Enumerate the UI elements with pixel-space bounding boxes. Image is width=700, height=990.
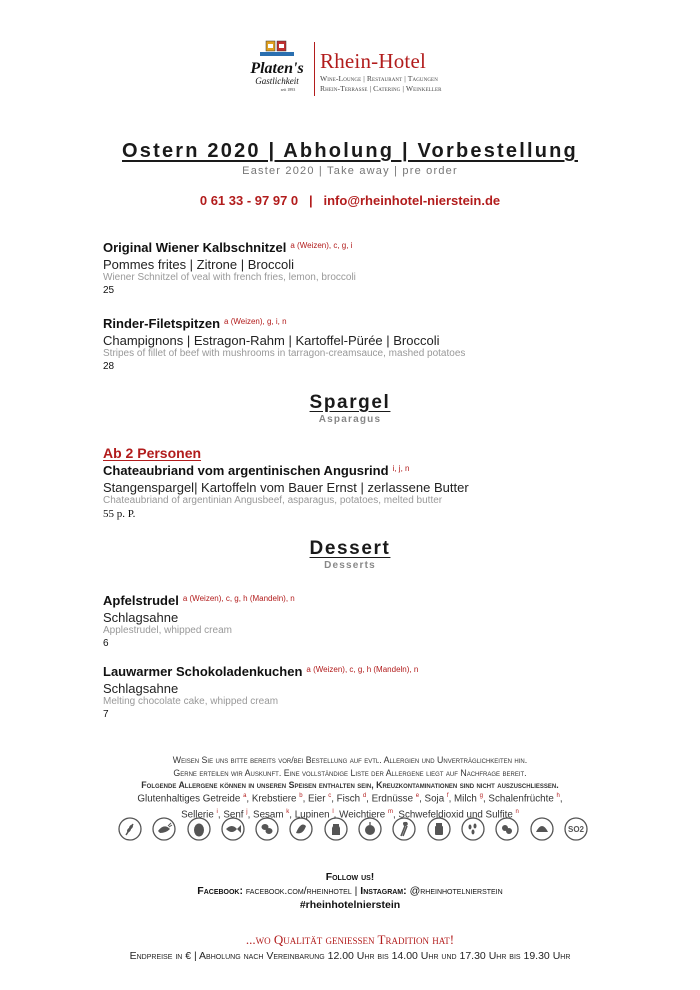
hashtag: #rheinhotelnierstein xyxy=(299,899,401,911)
svg-text:seit 1893: seit 1893 xyxy=(280,87,296,92)
follow-title: Follow us! xyxy=(325,871,375,883)
item-name: Rinder-Filetspitzen xyxy=(103,316,221,331)
allergy-notice xyxy=(0,754,700,792)
item-sides: Schlagsahne xyxy=(103,681,179,696)
mollusc-icon xyxy=(530,817,554,841)
item-sides: Champignons | Estragon-Rahm | Kartoffel-Pürée | Broccoli xyxy=(103,333,440,348)
svg-text:Platen's: Platen's xyxy=(250,60,304,77)
lupin-icon xyxy=(495,817,519,841)
item-name-row xyxy=(103,463,663,478)
section-title: Spargel xyxy=(309,392,391,413)
allergen-list-line-2: Sellerie $^i$, Senf $^j$, Sesam $^k$, Lupinen $^l$, Weichtiere $^m$, Schwefeldioxid und Sulfite $^n$ xyxy=(181,808,519,821)
peanut-icon xyxy=(255,817,279,841)
phone-number[interactable]: 0 61 33 - 97 97 0 xyxy=(199,193,299,208)
hotel-name: Rhein-Hotel xyxy=(320,49,427,73)
item-allergens: i, j, n xyxy=(392,464,410,473)
item-description: Chateaubriand of argentinian Angusbeef, asparagus, potatoes, melted butter xyxy=(103,495,443,506)
contact-line xyxy=(0,193,700,208)
item-name: Lauwarmer Schokoladenkuchen xyxy=(103,664,303,679)
allergy-line-1: Weisen Sie uns bitte bereits vor/bei Bestellung auf evtl. Allergien und Unverträglichkeiten hin. xyxy=(172,755,528,765)
allergy-line-3: Folgende Allergene können in unseren Speisen enthalten sein, Kreuzkontaminationen sind nicht auszuschließen. xyxy=(141,780,559,791)
section-title: Dessert xyxy=(309,538,391,559)
item-sides: Pommes frites | Zitrone | Broccoli xyxy=(103,257,294,272)
allergen-icons xyxy=(118,817,588,847)
header-logo xyxy=(246,40,466,100)
page-title: Ostern 2020 | Abholung | Vorbestellung xyxy=(122,140,578,162)
milk-icon xyxy=(324,817,348,841)
item-allergens: a (Weizen), c, g, h (Mandeln), n xyxy=(306,665,419,674)
egg-icon xyxy=(187,817,211,841)
item-name-row xyxy=(103,240,663,255)
item-sides: Schlagsahne xyxy=(103,610,179,625)
page-subtitle: Easter 2020 | Take away | pre order xyxy=(242,165,458,177)
svg-text:SO2: SO2 xyxy=(567,825,584,834)
item-description: Applestrudel, whipped cream xyxy=(103,625,232,636)
crustacean-icon xyxy=(152,817,176,841)
item-allergens: a (Weizen), c, g, i xyxy=(290,241,353,250)
hotel-services-1: Wine-Lounge | Restaurant | Tagungen xyxy=(320,74,438,83)
item-name: Original Wiener Kalbschnitzel xyxy=(103,240,287,255)
menu-item xyxy=(103,240,663,296)
item-name-row xyxy=(103,664,663,679)
gluten-icon xyxy=(118,817,142,841)
facebook-link[interactable]: facebook.com/rheinhotel xyxy=(245,885,352,897)
item-name-row xyxy=(103,593,663,608)
item-price: 25 xyxy=(103,285,115,296)
platens-logo xyxy=(246,40,308,98)
hotel-services-2: Rhein-Terrasse | Catering | Weinkeller xyxy=(320,84,442,93)
logo-divider xyxy=(314,42,315,96)
item-sides: Stangenspargel| Kartoffeln vom Bauer Ernst | zerlassene Butter xyxy=(103,480,469,495)
item-price: 7 xyxy=(103,709,109,720)
celery-icon xyxy=(392,817,416,841)
item-price: 28 xyxy=(103,361,115,372)
sulphite-icon xyxy=(564,817,588,841)
item-name-row xyxy=(103,316,663,331)
sesame-icon xyxy=(461,817,485,841)
item-name: Chateaubriand vom argentinischen Angusrind xyxy=(103,463,389,478)
item-allergens: a (Weizen), g, i, n xyxy=(224,317,287,326)
soy-icon xyxy=(289,817,313,841)
persons-note: Ab 2 Personen xyxy=(103,445,202,461)
contact-separator: | xyxy=(309,193,313,208)
allergy-line-2: Gerne erteilen wir Auskunft. Eine vollständige Liste der Allergene liegt auf Nachfrage bereit. xyxy=(173,767,527,778)
section-dessert xyxy=(0,538,700,571)
item-name: Apfelstrudel xyxy=(103,593,179,608)
fish-icon xyxy=(221,817,245,841)
menu-item xyxy=(103,664,663,720)
item-description: Stripes of fillet of beef with mushrooms in tarragon-creamsauce, mashed potatoes xyxy=(103,348,466,359)
slogan: ...wo Qualität genießen Tradition hat! xyxy=(245,932,455,947)
allergen-list-line-1: Glutenhaltiges Getreide $^a$, Krebstiere $^b$, Eier $^c$, Fisch $^d$, Erdnüsse $^e$, Soja $^f$, Milch $^g$, Schalenfrüchte $^h$, xyxy=(137,793,563,805)
item-allergens: a (Weizen), c, g, h (Mandeln), n xyxy=(182,594,295,603)
menu-item xyxy=(103,463,663,520)
menu-item xyxy=(103,593,663,649)
item-description: Wiener Schnitzel of veal with french fries, lemon, broccoli xyxy=(103,272,356,283)
footer-info: Endpreise in € | Abholung nach Vereinbarung 12.00 Uhr bis 14.00 Uhr und 17.30 Uhr bis 19.30 Uhr xyxy=(129,950,571,962)
menu-item xyxy=(103,316,663,372)
mustard-icon xyxy=(427,817,451,841)
section-subtitle: Desserts xyxy=(324,560,376,571)
item-price: 6 xyxy=(103,638,109,649)
item-price: 55 p. P. xyxy=(103,508,136,520)
social-links: Facebook: facebook.com/rheinhotel | Instagram: @rheinhotelnierstein xyxy=(197,885,503,897)
instagram-link[interactable]: @rheinhotelnierstein xyxy=(409,885,503,897)
item-description: Melting chocolate cake, whipped cream xyxy=(103,696,279,707)
section-spargel xyxy=(0,392,700,425)
section-subtitle: Asparagus xyxy=(318,414,382,425)
email-link[interactable]: info@rheinhotel-nierstein.de xyxy=(323,193,501,208)
svg-text:Gastlichkeit: Gastlichkeit xyxy=(255,76,299,86)
nut-icon xyxy=(358,817,382,841)
